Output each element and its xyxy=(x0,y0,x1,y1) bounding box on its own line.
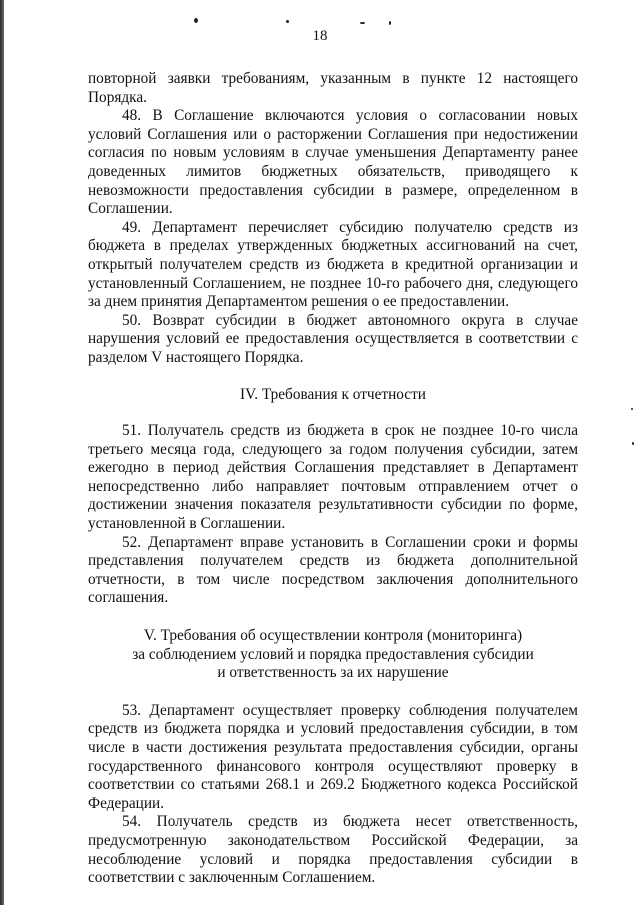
scan-speck xyxy=(360,22,365,24)
paragraph-51: 51. Получатель средств из бюджета в срок не позднее 10-го числа третьего месяца года, следующего за годом получения субсидии, затем ежегодно в период действия Соглашения представляет в Департамент непосредственно либо направляет почтовым отправлением отчет о достижении значения показателя результативности субсидии по форме, установленной в Соглашении. xyxy=(88,422,578,533)
scan-speck xyxy=(194,18,198,23)
scan-edge-shadow xyxy=(0,0,4,905)
paragraph-52: 52. Департамент вправе установить в Соглашении сроки и формы представления получателем средств из бюджета дополнительной отчетности, в том числе посредством заключения дополнительного соглашения. xyxy=(88,533,578,607)
scan-speck xyxy=(389,21,391,25)
document-body xyxy=(88,70,578,888)
paragraph-continuation: повторной заявки требованиям, указанным в пункте 12 настоящего Порядка. xyxy=(88,70,578,106)
section-heading-v-line3: и ответственность за их нарушение xyxy=(217,664,449,682)
section-heading-iv xyxy=(88,386,578,405)
scan-speck xyxy=(632,442,634,445)
section-heading-iv-text: IV. Требования к отчетности xyxy=(240,385,426,403)
paragraph-48: 48. В Соглашение включаются условия о согласовании новых условий Соглашения или о расторжении Соглашения при недостижении согласия по новым условиям в случае уменьшения Департаменту ранее доведенных лимитов бюджетных обязательств, приводящего к невозможности предоставления субсидии в размере, определенном в Соглашении. xyxy=(88,107,578,218)
paragraph-50: 50. Возврат субсидии в бюджет автономного округа в случае нарушения условий ее предоставления осуществляется в соответствии с разделом V настоящего Порядка. xyxy=(88,311,578,366)
paragraph-49: 49. Департамент перечисляет субсидию получателю средств из бюджета в пределах утвержденных бюджетных ассигнований на счет, открытый получателем средств из бюджета в кредитной организации и установленный Соглашением, не позднее 10-го рабочего дня, следующего за днем принятия Департаментом решения о ее предоставлении. xyxy=(88,218,578,311)
page-number: 18 xyxy=(312,28,328,44)
section-heading-v-line1: V. Требования об осуществлении контроля (мониторинга) xyxy=(143,627,523,645)
paragraph-54: 54. Получатель средств из бюджета несет ответственность, предусмотренную законодательством Российской Федерации, за несоблюдение условий и порядка предоставления субсидии в соответствии с заключенным Соглашением. xyxy=(88,813,578,887)
paragraph-53: 53. Департамент осуществляет проверку соблюдения получателем средств из бюджета порядка и условий предоставления субсидии, в том числе в части достижения результата предоставления субсидии, органы государственного финансового контроля осуществляют проверку в соответствии со статьями 268.1 и 269.2 Бюджетного кодекса Российской Федерации. xyxy=(88,701,578,812)
section-heading-v xyxy=(88,627,578,683)
section-heading-v-line2: за соблюдением условий и порядка предоставления субсидии xyxy=(132,645,534,663)
scan-speck xyxy=(286,20,289,23)
scan-speck xyxy=(631,408,633,410)
